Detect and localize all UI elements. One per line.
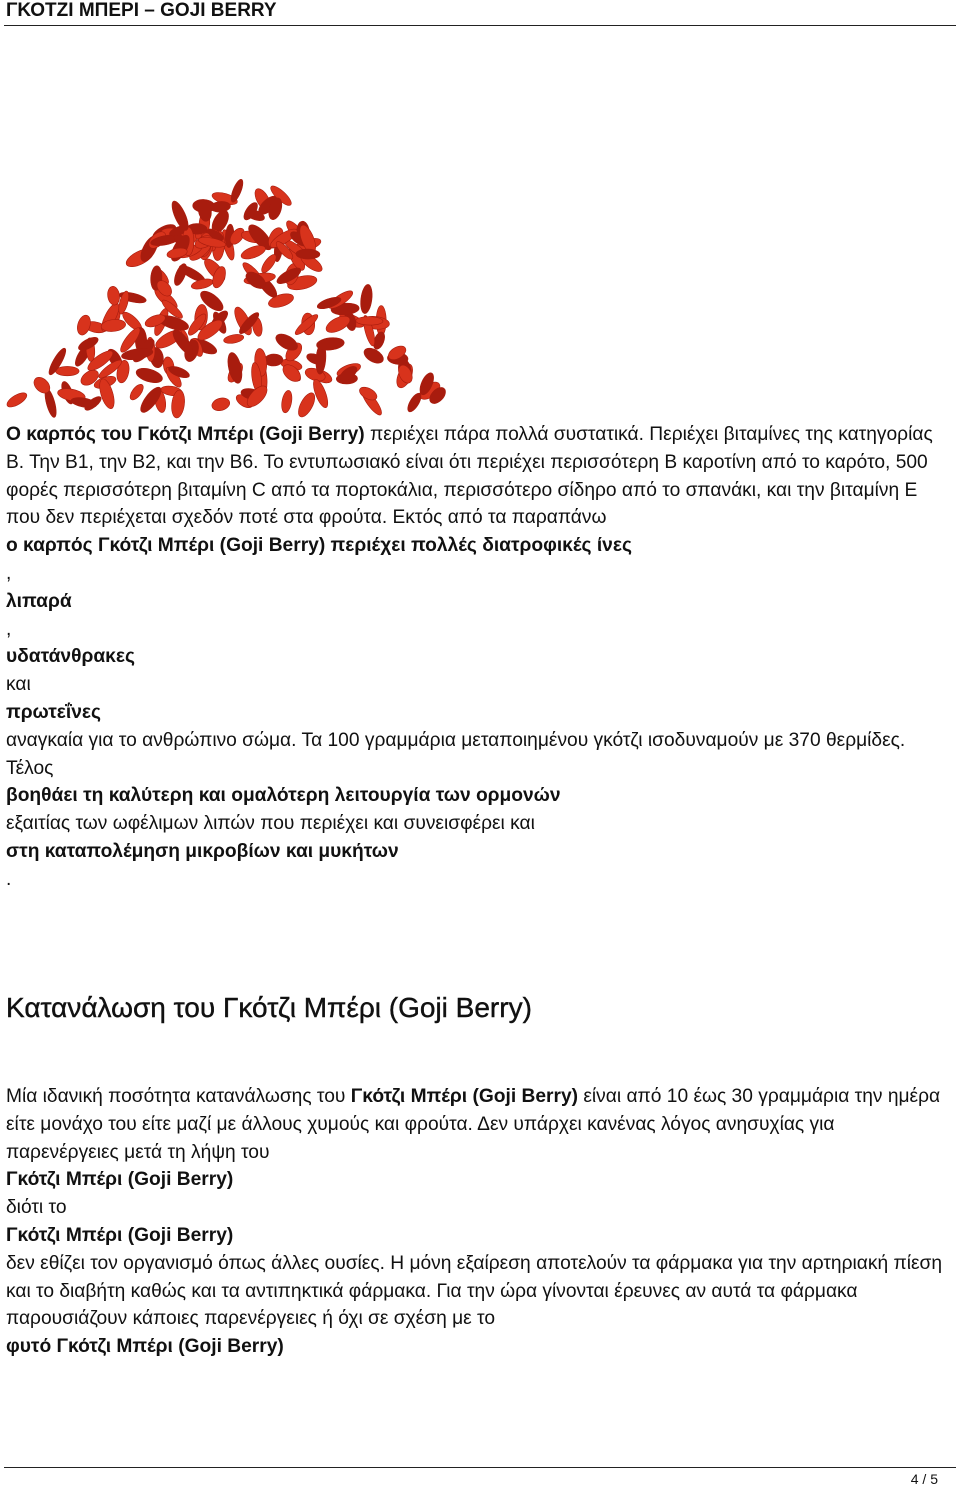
fruit-name-bold: Γκότζι Μπέρι (Goji Berry) [6, 1224, 234, 1246]
dosage-text: είναι από 10 έως 30 γραμμάρια την ημέρα είτε μονάχο του είτε μαζί με άλλους χυμούς και φρούτα. Δεν υπάρχει κανένας λόγος ανησυχίας για παρενέργειες μετά τη λήψη του [6, 1086, 941, 1163]
side-effects-text: δεν εθίζει τον οργανισμό όπως άλλες ουσίες. Η μόνη εξαίρεση αποτελούν τα φάρμακα για την αρτηριακή πίεση και το διαβήτη καθώς και τα αντιπηκτικά φάρμακα. Για την ώρα γίνονται έρευνες αν αυτά τα φάρμακα παρουσιάζουν κάποιες παρενέργειες ή όχι σε σχέση με το [6, 1252, 943, 1330]
consumption-text: Μία ιδανική ποσότητα κατανάλωσης του [6, 1086, 351, 1107]
antimicrobial-bold: στη καταπολέμηση μικροβίων και μυκήτων [6, 840, 399, 862]
document-title: ΓΚΟΤΖΙ ΜΠΕΡΙ – GOJI BERRY [6, 0, 277, 21]
fruit-name-bold: Γκότζι Μπέρι (Goji Berry) [350, 1086, 579, 1107]
goji-berry [56, 366, 80, 375]
page-footer [4, 1467, 956, 1487]
carbs-bold: υδατάνθρακες [6, 646, 135, 668]
nutrients-text: περιέχει πάρα πολλά συστατικά. Περιέχει βιταμίνες της κατηγορίας Β. Την Β1, την Β2, και την Β6. Το εντυπωσιακό είναι ότι περιέχει περισσότερη Β καροτίνη από το καρότο, 500 φορές περισσότερη βιταμίνη C από τα πορτοκάλια, περισσότερο σίδηρο από το σπανάκι, και την βιταμίνη Ε που δεν περιέχεται σχεδόν ποτέ στα φρούτα. Εκτός από τα παραπάνω [6, 424, 933, 529]
goji-berry [296, 249, 320, 259]
plant-name-bold: φυτό Γκότζι Μπέρι (Goji Berry) [6, 1336, 284, 1358]
fruit-name-bold: Γκότζι Μπέρι (Goji Berry) [6, 1169, 234, 1191]
page-number: 4 / 5 [910, 1471, 938, 1487]
consumption-heading: Κατανάλωση του Γκότζι Μπέρι (Goji Berry) [6, 992, 532, 1023]
nutrition-paragraph [6, 421, 950, 894]
because-text: διότι το [6, 1197, 67, 1219]
page-header [4, 0, 956, 26]
and-text: και [6, 674, 31, 696]
fruit-name-bold: Ο καρπός του Γκότζι Μπέρι (Goji Berry) [6, 424, 365, 445]
comma: , [6, 618, 12, 640]
goji-berries-photo [4, 170, 472, 420]
fats-bold: λιπαρά [6, 590, 72, 612]
fats-benefit-text: εξαιτίας των ωφέλιμων λιπών που περιέχει και συνεισφέρει και [6, 813, 535, 835]
fiber-bold: ο καρπός Γκότζι Μπέρι (Goji Berry) περιέχει πολλές διατροφικές ίνες [6, 535, 632, 557]
comma: , [6, 562, 12, 584]
goji-berries-image [4, 170, 472, 420]
hormones-bold: βοηθάει τη καλύτερη και ομαλότερη λειτουργία των ορμονών [6, 785, 561, 807]
calories-text: αναγκαία για το ανθρώπινο σώμα. Τα 100 γραμμάρια μεταποιημένου γκότζι ισοδυναμούν με 370 θερμίδες. Τέλος [6, 729, 906, 779]
goji-berry [356, 316, 383, 325]
period: . [6, 868, 12, 890]
proteins-bold: πρωτεΐνες [6, 701, 101, 723]
consumption-paragraph [6, 1083, 950, 1361]
